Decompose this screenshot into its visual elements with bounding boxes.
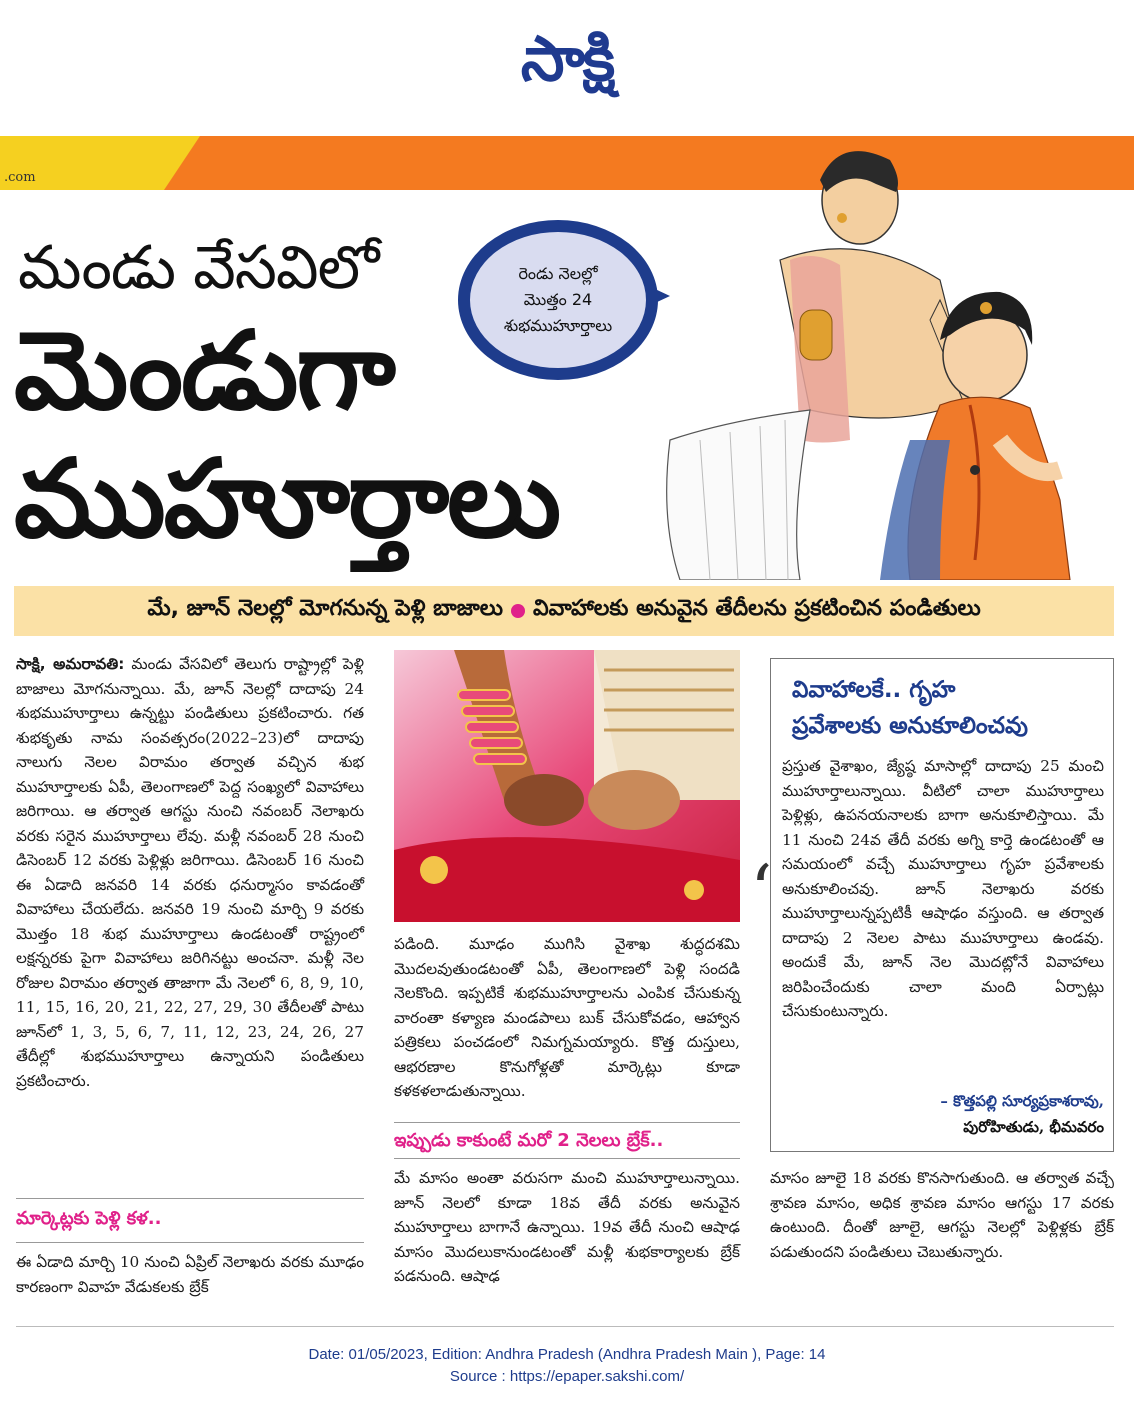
quote-author: – కొత్తపల్లి సూర్యప్రకాశరావు, [940, 1092, 1104, 1110]
bubble-line: మొత్తం 24 [523, 290, 593, 309]
divider [16, 1326, 1114, 1327]
article-column-1 [16, 652, 364, 1093]
quote-title-line: వివాహాలకే.. గృహ [792, 677, 956, 703]
divider [394, 1122, 740, 1123]
source-link[interactable]: Source : https://epaper.sakshi.com/ [449, 1368, 685, 1385]
divider [394, 1158, 740, 1159]
article-text: మండు వేసవిలో తెలుగు రాష్ట్రాల్లో పెళ్లి బాజాలు మోగనున్నాయి. మే, జూన్ నెలల్లో దాదాపు 24 శుభముహూర్తాలు ఉన్నట్టు పండితులు ప్రకటించారు. గత శుభకృతు నామ సంవత్సరం(2022–23)లో దాదాపు నాలుగు నెలల విరామం తర్వాత వచ్చిన శుభ ముహూర్తాలకు ఏపీ, తెలంగాణలో పెద్ద సంఖ్యలో వివాహాలు జరిగాయి. ఆ తర్వాత ఆగస్టు నుంచి నవంబర్ నెలాఖరు వరకు సరైన ముహూర్తాలు లేవు. మళ్లీ నవంబర్ 28 నుంచి డిసెంబర్ 12 వరకు పెళ్లిళ్లు జరిగాయి. డిసెంబర్ 16 నుంచి ఈ ఏడాది జనవరి 14 వరకు ధనుర్మాసం కావడంతో వివాహాలు చేయలేదు. జనవరి 19 నుంచి మార్చి 9 వరకు మొత్తం 18 శుభ ముహూర్తాలు ఉండటంతో రాష్ట్రంలో లక్షన్నరకు పైగా వివాహాలు జరిగినట్టు అంచనా. మళ్లీ నెల రోజుల విరామం తర్వాత తాజాగా మే నెలలో 6, 8, 9, 10, 11, 15, 16, 20, 21, 22, 27, 29, 30 తేదీలతో పాటు జూన్‌లో 1, 3, 5, 6, 7, 11, 12, 23, 24, 26, 27 తేదీల్లో శుభముహూర్తాలు ఉన్నాయని పండితులు ప్రకటించారు. [16, 655, 364, 1090]
divider [16, 1242, 364, 1243]
quote-author-role: పురోహితుడు, భీమవరం [963, 1118, 1104, 1136]
subheadline-part2: వివాహాలకు అనువైన తేదీలను ప్రకటించిన పండితులు [532, 596, 981, 621]
bullet-dot [511, 604, 525, 618]
dateline: సాక్షి, అమరావతి: [16, 655, 125, 673]
quote-text: ప్రస్తుత వైశాఖం, జ్యేష్ఠ మాసాల్లో దాదాపు 25 మంచి ముహూర్తాలున్నాయి. వీటిలో చాలా ముహూర్తాలు పెళ్లిళ్లు, ఉపనయనాలకు బాగా అనుకూలిస్తాయి. మే 11 నుంచి 24వ తేదీ వరకు అగ్ని కార్తె ఉండటంతో ఆ సమయంలో వచ్చే ముహూర్తాలు గృహ ప్రవేశాలకు అనుకూలించవు. జూన్ నెలాఖరు వరకు ముహూర్తాలున్నప్పటికీ ఆషాఢం వస్తుంది. ఆ తర్వాత దాదాపు 2 నెలల పాటు ముహూర్తాలు ఉండవు. అందుకే మే, జూన్ నెల మొదట్లోనే వివాహాలు జరిపించేందుకు చాలా మంది ఏర్పాట్లు చేసుకుంటున్నారు. [782, 757, 1104, 1020]
bubble-line: రెండు నెలల్లో [518, 264, 598, 283]
article-text: మే మాసం అంతా వరుసగా మంచి ముహూర్తాలున్నాయి. జూన్ నెలలో కూడా 18వ తేదీ వరకు అనువైన ముహూర్తాలు బాగానే ఉన్నాయి. 19వ తేదీ నుంచి ఆషాఢ మాసం మొదలుకానుండటంతో మళ్లీ శుభకార్యాలకు బ్రేక్ పడనుంది. ఆషాఢ [394, 1169, 740, 1285]
subheadline-strip [14, 586, 1114, 636]
quote-box-title [792, 672, 1102, 744]
headline-kicker: మండు వేసవిలో [18, 233, 379, 303]
wedding-hands-photo [394, 650, 740, 922]
subheadline-part1: మే, జూన్ నెలల్లో మోగనున్న పెళ్లి బాజాలు [147, 596, 503, 621]
quote-title-line: ప్రవేశాలకు అనుకూలించవు [792, 713, 1028, 739]
article-column-2: పడింది. మూఢం ముగిసి వైశాఖ శుద్ధదశమి మొదలవుతుండటంతో ఏపీ, తెలంగాణలో పెళ్లి సందడి నెలకొంది. ఇప్పటికే శుభముహూర్తాలను ఎంపిక చేసుకున్న వారంతా కళ్యాణ మండపాలు బుక్ చేసుకోవడం, ఆహ్వాన పత్రికలు పంచడంలో నిమగ్నమయ్యారు. కొత్త దుస్తులు, ఆభరణాల కొనుగోళ్లతో మార్కెట్లు కూడా కళకళలాడుతున్నాయి. [394, 935, 740, 1100]
newspaper-logo: సాక్షి [520, 22, 614, 95]
section-subhead: ఇప్పుడు కాకుంటే మరో 2 నెలలు బ్రేక్.. [394, 1130, 664, 1151]
article-text: ఈ ఏడాది మార్చి 10 నుంచి ఏప్రిల్ నెలాఖరు వరకు మూఢం కారణంగా వివాహ వేడుకలకు బ్రేక్ [16, 1253, 364, 1296]
divider [16, 1198, 364, 1199]
quote-attribution [782, 1088, 1104, 1140]
headline-main-line1: మెండుగా [14, 309, 394, 434]
banner-url-fragment: .com [4, 170, 36, 185]
edition-info: Date: 01/05/2023, Edition: Andhra Pradesh (Andhra Pradesh Main ), Page: 14 [308, 1346, 826, 1363]
quote-mark-icon: ‘ [750, 850, 773, 932]
headline-main-line2: ముహూర్తాలు [14, 437, 560, 562]
callout-bubble [458, 220, 658, 380]
wedding-couple-illustration [640, 140, 1134, 580]
bubble-line: శుభముహూర్తాలు [503, 316, 613, 335]
section-subhead: మార్కెట్లకు పెళ్లి కళ.. [16, 1208, 162, 1229]
article-column-3: మాసం జూలై 18 వరకు కొనసాగుతుంది. ఆ తర్వాత వచ్చే శ్రావణ మాసం, అధిక శ్రావణ మాసం ఆగస్టు 17 వరకు ఉంటుంది. దీంతో జూలై, ఆగస్టు నెలల్లో పెళ్లిళ్లకు బ్రేక్ పడుతుందని పండితులు చెబుతున్నారు. [770, 1169, 1114, 1261]
